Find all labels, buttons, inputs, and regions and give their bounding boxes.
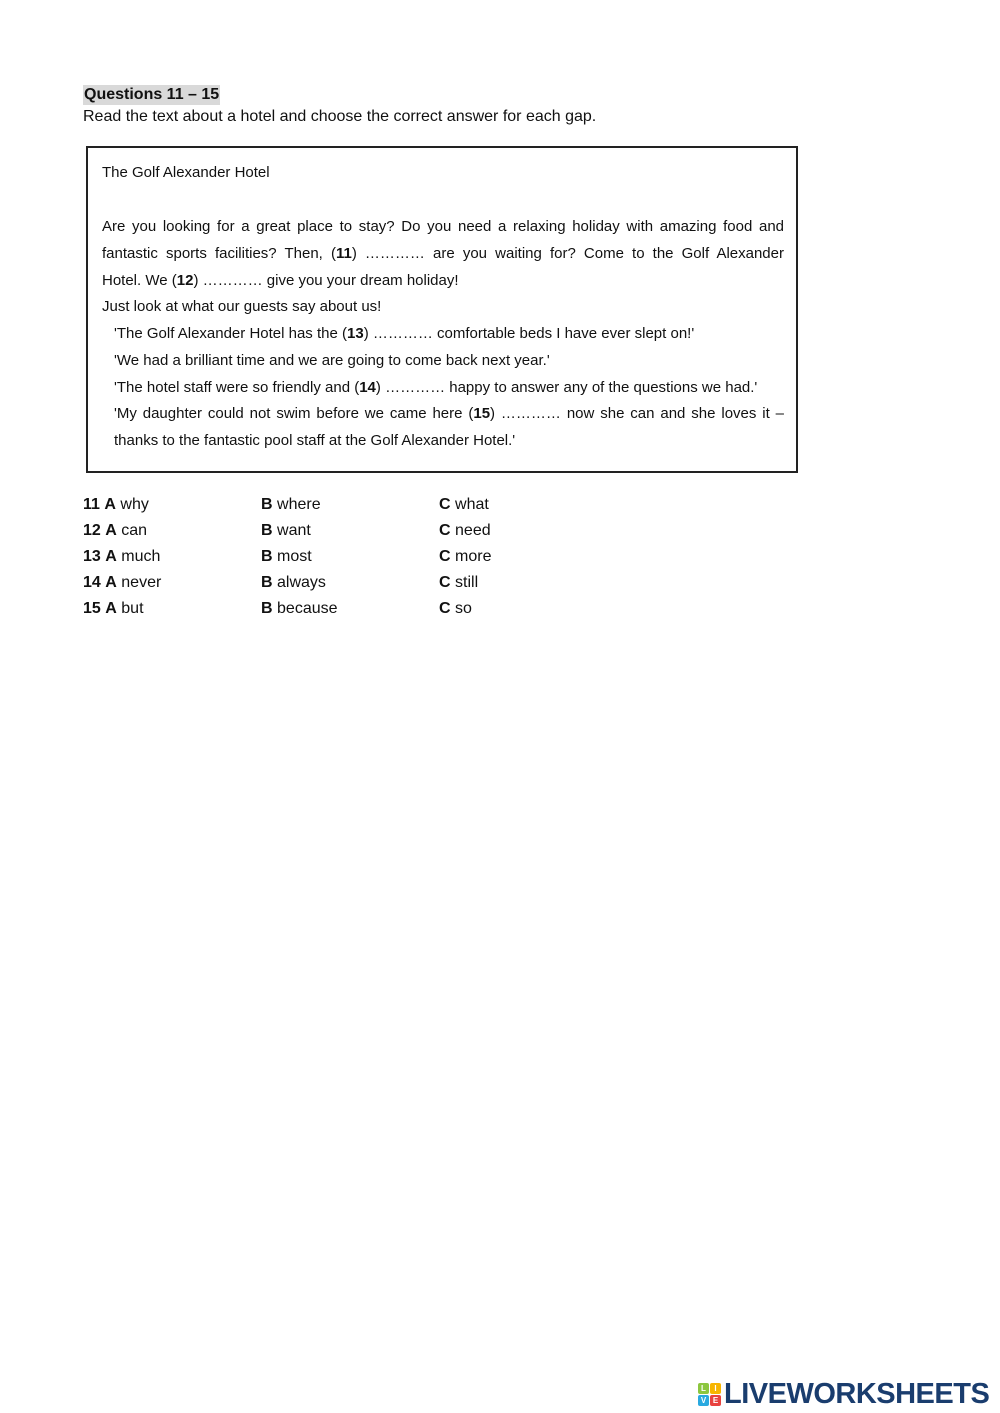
option-12-a[interactable] (83, 521, 147, 541)
option-text: want (277, 522, 311, 539)
option-letter: C (439, 574, 451, 591)
gap-number: 15 (473, 405, 491, 422)
text-segment: Just look at what our guests say about us! (102, 298, 382, 315)
option-12-c[interactable] (439, 521, 491, 541)
option-11-b[interactable] (261, 495, 321, 515)
gap-number: 13 (347, 325, 364, 342)
option-15-a[interactable] (83, 599, 144, 619)
text-line (102, 272, 784, 290)
option-13-a[interactable] (83, 547, 160, 567)
option-letter: B (261, 522, 273, 539)
option-text: never (121, 574, 162, 591)
option-text: still (455, 574, 479, 591)
option-14-b[interactable] (261, 573, 326, 593)
option-text: much (121, 548, 161, 565)
text-segment: ) ………… give you your dream holiday! (193, 272, 459, 289)
option-letter: A (105, 522, 117, 539)
logo-tiles-icon: L I V E (698, 1383, 721, 1406)
liveworksheets-logo (698, 1378, 989, 1411)
option-14-c[interactable] (439, 573, 478, 593)
question-number: 12 (83, 522, 101, 539)
text-line (102, 298, 784, 316)
option-text: but (121, 600, 144, 617)
option-letter: A (105, 574, 117, 591)
text-segment: ) ………… happy to answer any of the questions we had.' (375, 379, 758, 396)
option-letter: A (104, 496, 116, 513)
text-segment: Are you looking for a great place to stay? Do you need a relaxing holiday with amazing food and (102, 218, 784, 235)
question-number: 14 (83, 574, 101, 591)
option-text: so (455, 600, 472, 617)
option-text: always (277, 574, 326, 591)
text-segment: ) ………… comfortable beds I have ever slept on!' (363, 325, 695, 342)
option-text: what (455, 496, 489, 513)
option-letter: A (105, 548, 117, 565)
option-13-b[interactable] (261, 547, 312, 567)
option-15-b[interactable] (261, 599, 338, 619)
text-line (114, 405, 784, 423)
gap-number: 11 (335, 245, 352, 262)
option-text: need (455, 522, 491, 539)
option-14-a[interactable] (83, 573, 161, 593)
gap-number: 14 (359, 379, 376, 396)
option-text: can (121, 522, 148, 539)
text-line (102, 245, 784, 263)
option-11-c[interactable] (439, 495, 489, 515)
text-line (114, 379, 784, 397)
text-segment: ) ………… now she can and she loves it – (490, 405, 784, 422)
text-line (114, 432, 784, 450)
option-letter: C (439, 600, 451, 617)
option-letter: B (261, 548, 273, 565)
text-segment: 'The hotel staff were so friendly and ( (114, 379, 360, 396)
question-number: 13 (83, 548, 101, 565)
option-letter: C (439, 548, 451, 565)
question-number: 11 (83, 496, 100, 513)
option-letter: C (439, 496, 451, 513)
text-segment: 'My daughter could not swim before we came here ( (114, 405, 474, 422)
option-letter: B (261, 600, 273, 617)
text-segment: 'The Golf Alexander Hotel has the ( (114, 325, 347, 342)
option-letter: A (105, 600, 117, 617)
option-text: why (120, 496, 149, 513)
option-letter: B (261, 574, 273, 591)
gap-number: 12 (176, 272, 194, 289)
question-number: 15 (83, 600, 101, 617)
text-segment: thanks to the fantastic pool staff at the Golf Alexander Hotel.' (114, 432, 516, 449)
text-segment: Hotel. We ( (102, 272, 177, 289)
option-text: because (277, 600, 338, 617)
option-letter: B (261, 496, 273, 513)
option-11-a[interactable] (83, 495, 149, 515)
text-line (114, 325, 784, 343)
option-15-c[interactable] (439, 599, 472, 619)
option-13-c[interactable] (439, 547, 491, 567)
option-letter: C (439, 522, 451, 539)
section-heading: Questions 11 – 15 (84, 86, 220, 103)
text-title: The Golf Alexander Hotel (102, 164, 270, 181)
option-text: more (455, 548, 492, 565)
text-segment: 'We had a brilliant time and we are going to come back next year.' (114, 352, 550, 369)
option-text: where (277, 496, 321, 513)
text-segment: fantastic sports facilities? Then, ( (102, 245, 336, 262)
text-segment: ) ………… are you waiting for? Come to the Golf Alexander (351, 245, 784, 262)
text-line (114, 352, 784, 370)
logo-text: LIVEWORKSHEETS (724, 1378, 990, 1410)
option-12-b[interactable] (261, 521, 311, 541)
text-line (102, 218, 784, 236)
instruction-text: Read the text about a hotel and choose the correct answer for each gap. (83, 108, 597, 125)
option-text: most (277, 548, 312, 565)
